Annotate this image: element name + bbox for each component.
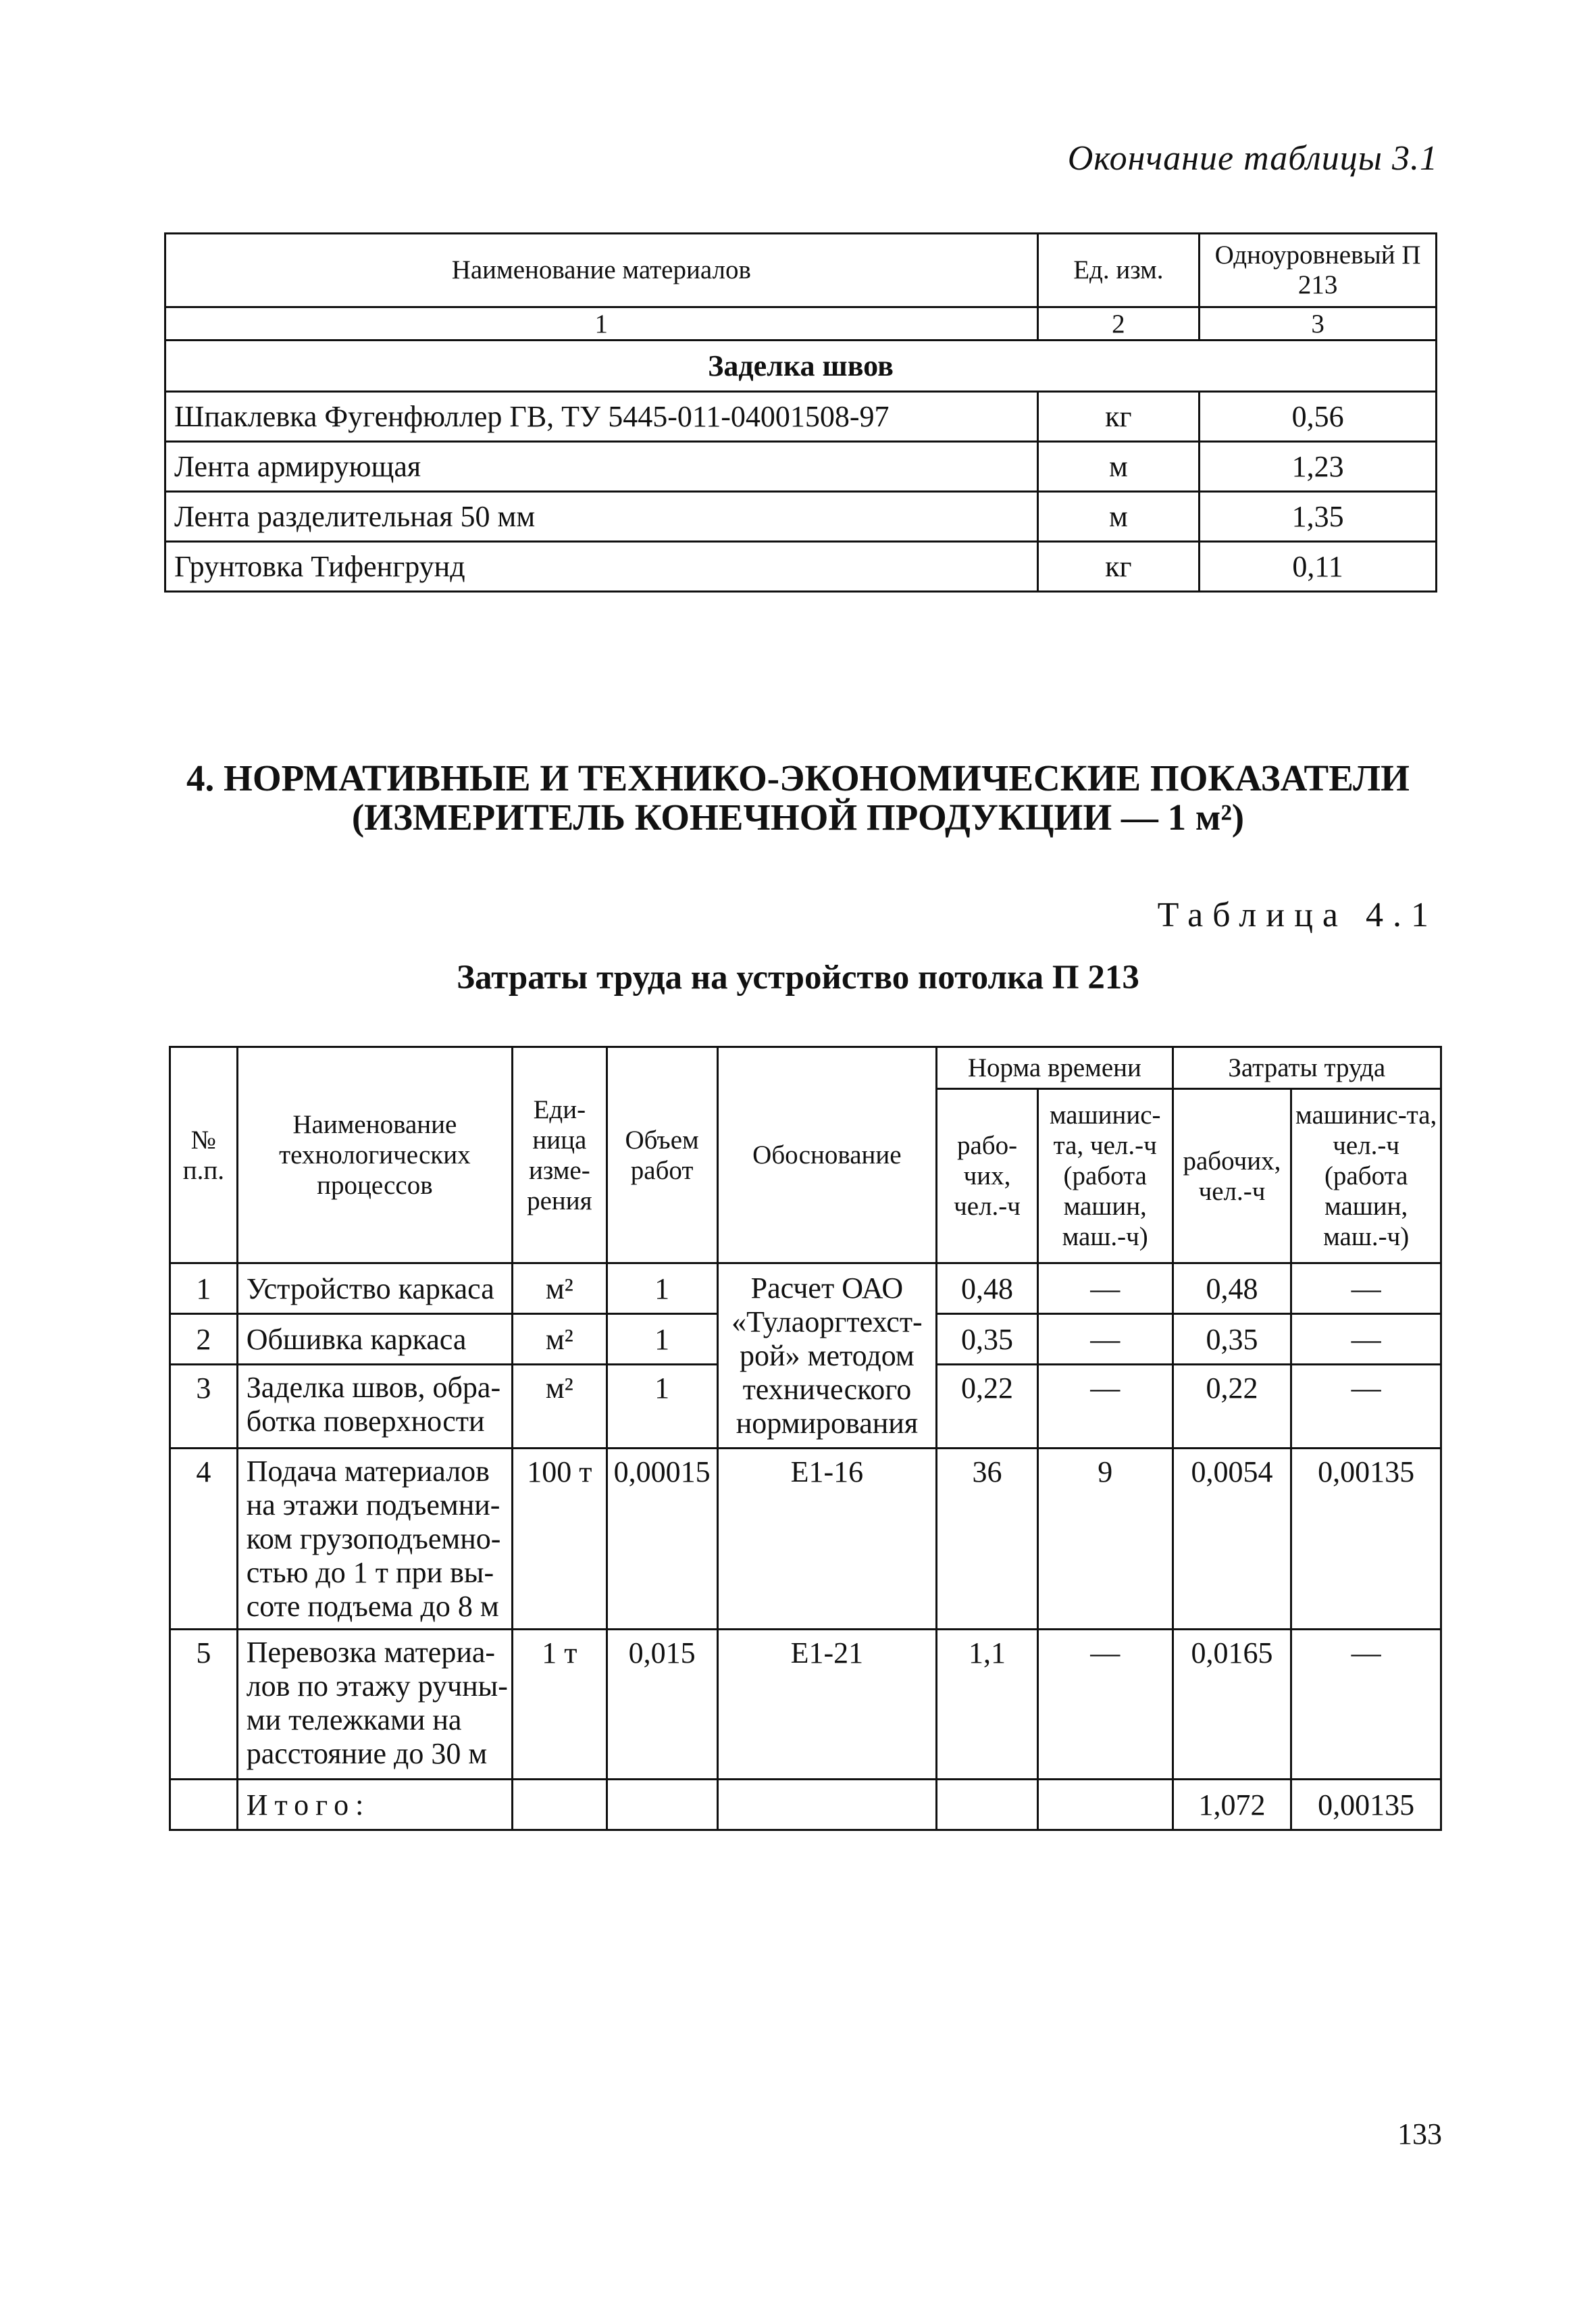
materials-table <box>164 232 1437 593</box>
total-empty-cell <box>717 1780 937 1830</box>
row-volume: 1 <box>607 1314 717 1365</box>
row-cost-machinists: — <box>1291 1314 1441 1365</box>
material-unit: кг <box>1037 542 1200 592</box>
row-cost-workers: 0,22 <box>1173 1365 1291 1449</box>
header-process: Наименование технологических процессов <box>237 1047 512 1263</box>
material-unit: м <box>1037 442 1200 492</box>
header-norm-group: Норма времени <box>937 1047 1173 1089</box>
row-norm-workers: 1,1 <box>937 1630 1038 1780</box>
row-norm-workers: 0,35 <box>937 1314 1038 1365</box>
row-basis: Е1-21 <box>717 1630 937 1780</box>
row-cost-machinists: — <box>1291 1263 1441 1314</box>
section-title-line: (ИЗМЕРИТЕЛЬ КОНЕЧНОЙ ПРОДУКЦИИ — 1 м²) <box>351 797 1245 838</box>
row-cost-machinists: — <box>1291 1630 1441 1780</box>
row-unit: 100 т <box>513 1449 607 1630</box>
row-cost-workers: 0,0054 <box>1173 1449 1291 1630</box>
section-title-line: 4. НОРМАТИВНЫЕ И ТЕХНИКО-ЭКОНОМИЧЕСКИЕ ПОКАЗАТЕЛИ <box>186 757 1410 799</box>
row-basis: Е1-16 <box>717 1449 937 1630</box>
header-materials: Наименование материалов <box>165 234 1038 307</box>
row-volume: 0,015 <box>607 1630 717 1780</box>
row-process: Подача материалов на этажи подъемни-ком грузоподъемно-стью до 1 т при вы-соте подъема до 8 м <box>237 1449 512 1630</box>
row-norm-machinists: — <box>1037 1263 1173 1314</box>
row-num: 5 <box>170 1630 238 1780</box>
row-norm-machinists: — <box>1037 1630 1173 1780</box>
table-row <box>165 392 1437 442</box>
section-title <box>0 759 1596 837</box>
row-cost-workers: 0,35 <box>1173 1314 1291 1365</box>
total-cost-workers: 1,072 <box>1173 1780 1291 1830</box>
row-num: 4 <box>170 1449 238 1630</box>
material-value: 1,23 <box>1200 442 1437 492</box>
row-cost-machinists: — <box>1291 1365 1441 1449</box>
row-unit: м² <box>513 1263 607 1314</box>
header-unit: Еди-ница изме-рения <box>513 1047 607 1263</box>
row-num: 2 <box>170 1314 238 1365</box>
row-norm-workers: 0,22 <box>937 1365 1038 1449</box>
row-num: 1 <box>170 1263 238 1314</box>
row-volume: 1 <box>607 1263 717 1314</box>
header-unit: Ед. изм. <box>1037 234 1200 307</box>
material-value: 1,35 <box>1200 492 1437 542</box>
row-process: Устройство каркаса <box>237 1263 512 1314</box>
table-row <box>170 1263 1441 1314</box>
table-caption: Затраты труда на устройство потолка П 213 <box>457 959 1139 997</box>
section-header: Заделка швов <box>165 341 1437 392</box>
col-number: 3 <box>1200 307 1437 341</box>
material-value: 0,56 <box>1200 392 1437 442</box>
row-process: Обшивка каркаса <box>237 1314 512 1365</box>
row-unit: м² <box>513 1314 607 1365</box>
material-unit: м <box>1037 492 1200 542</box>
row-cost-workers: 0,48 <box>1173 1263 1291 1314</box>
row-process: Перевозка материа-лов по этажу ручны-ми тележками на расстояние до 30 м <box>237 1630 512 1780</box>
row-basis-merged: Расчет ОАО «Тулаоргтехст-рой» методом технического нормирования <box>717 1263 937 1449</box>
row-norm-workers: 36 <box>937 1449 1038 1630</box>
header-cost-group: Затраты труда <box>1173 1047 1441 1089</box>
total-empty-cell <box>513 1780 607 1830</box>
row-norm-workers: 0,48 <box>937 1263 1038 1314</box>
table-row <box>165 492 1437 542</box>
continuation-label: Окончание таблицы 3.1 <box>1067 139 1438 178</box>
row-unit: м² <box>513 1365 607 1449</box>
row-unit: 1 т <box>513 1630 607 1780</box>
material-unit: кг <box>1037 392 1200 442</box>
page-number: 133 <box>1397 2117 1442 2150</box>
row-norm-machinists: — <box>1037 1314 1173 1365</box>
header-norm-machinists: машинис-та, чел.-ч (работа машин, маш.-ч) <box>1037 1089 1173 1263</box>
table-label: Таблица 4.1 <box>1157 896 1438 934</box>
row-volume: 0,00015 <box>607 1449 717 1630</box>
header-num: № п.п. <box>170 1047 238 1263</box>
header-norm-workers: рабо-чих, чел.-ч <box>937 1089 1038 1263</box>
header-value: Одноуровневый П 213 <box>1200 234 1437 307</box>
material-value: 0,11 <box>1200 542 1437 592</box>
col-number: 1 <box>165 307 1038 341</box>
header-basis: Обоснование <box>717 1047 937 1263</box>
row-cost-machinists: 0,00135 <box>1291 1449 1441 1630</box>
row-norm-machinists: — <box>1037 1365 1173 1449</box>
table-row <box>165 542 1437 592</box>
total-label: Итого: <box>237 1780 512 1830</box>
labor-costs-table <box>169 1046 1442 1831</box>
table-row <box>165 442 1437 492</box>
row-cost-workers: 0,0165 <box>1173 1630 1291 1780</box>
row-norm-machinists: 9 <box>1037 1449 1173 1630</box>
total-empty-cell <box>937 1780 1038 1830</box>
material-name: Лента армирующая <box>165 442 1038 492</box>
row-num: 3 <box>170 1365 238 1449</box>
total-empty-cell <box>1037 1780 1173 1830</box>
material-name: Грунтовка Тифенгрунд <box>165 542 1038 592</box>
total-empty-cell <box>607 1780 717 1830</box>
material-name: Шпаклевка Фугенфюллер ГВ, ТУ 5445-011-04001508-97 <box>165 392 1038 442</box>
header-volume: Объем работ <box>607 1047 717 1263</box>
total-row <box>170 1780 1441 1830</box>
header-cost-machinists: машинис-та, чел.-ч (работа машин, маш.-ч) <box>1291 1089 1441 1263</box>
table-row <box>170 1449 1441 1630</box>
total-empty-cell <box>170 1780 238 1830</box>
header-cost-workers: рабочих, чел.-ч <box>1173 1089 1291 1263</box>
col-number: 2 <box>1037 307 1200 341</box>
total-cost-machinists: 0,00135 <box>1291 1780 1441 1830</box>
table-row <box>170 1630 1441 1780</box>
material-name: Лента разделительная 50 мм <box>165 492 1038 542</box>
row-process: Заделка швов, обра-ботка поверхности <box>237 1365 512 1449</box>
row-volume: 1 <box>607 1365 717 1449</box>
